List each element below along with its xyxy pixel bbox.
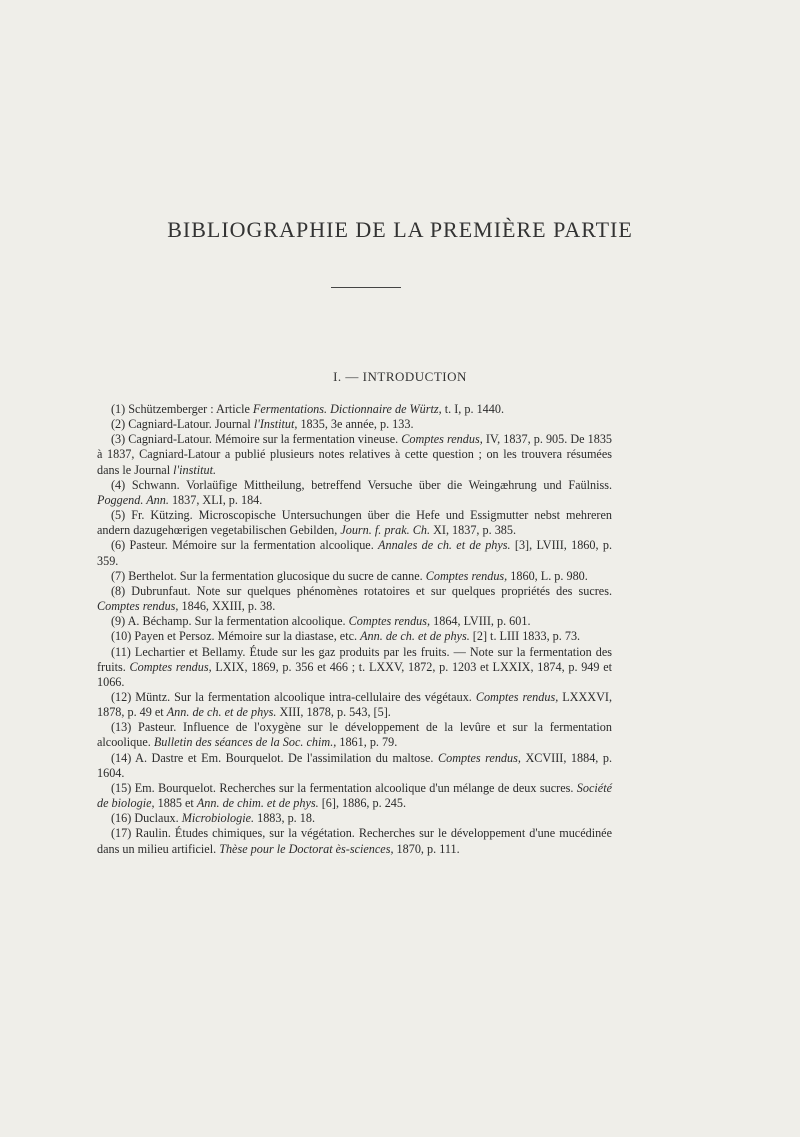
entry-text: (8) Dubrunfaut. Note sur quelques phénomènes rotatoires et sur quelques propriétés des sucres. [111,583,612,598]
entry-text: LXIX, 1869, p. 356 et 466 ; t. LXXV, 1872, p. 1203 et LXXIX, 1874, p. 949 et 1066. [97,659,612,689]
bibliography-entry [97,811,612,826]
bibliography-entry [97,508,612,538]
entry-italic-text: Thèse pour le Doctorat ès-sciences, [219,841,394,856]
entry-text: (3) Cagniard-Latour. Mémoire sur la fermentation vineuse. [111,432,402,447]
entry-text: (1) Schützemberger : Article [111,402,253,416]
entry-text: (16) Duclaux. [111,811,182,826]
bibliography-entry [97,629,612,644]
entry-text: IV, 1837, p. 905. De 1835 à 1837, Cagniard-Latour a publié plusieurs notes relatives à cette question ; on les trouvera résumées dans le Journal [97,432,613,477]
entry-text: 1883, p. 18. [254,811,315,826]
entry-italic-text: Microbiologie. [181,811,255,826]
entry-italic-text: Comptes rendus, [97,599,179,614]
entry-italic-text: Comptes rendus, [437,750,521,765]
entry-italic-text: Comptes rendus, [129,659,212,674]
entry-text: LXXXVI, 1878, p. 49 et [97,689,612,720]
entry-italic-text: Journ. f. prak. Ch. [340,523,431,538]
entry-italic-text: Ann. de chim. et de phys. [196,796,319,811]
entry-italic-text: Comptes rendus, [475,689,559,704]
entry-text: (5) Fr. Kützing. Microscopische Untersuchungen über die Hefe und Essigmutter nebst mehreren andern dazugehœrigen vegetabilischen Gebilden, [97,508,612,538]
entry-text: [6], 1886, p. 245. [318,796,407,811]
entry-text: 1835, 3e année, p. 133. [297,417,414,432]
entry-italic-text: Ann. de ch. et de phys. [166,705,277,720]
entry-italic-text: Annales de ch. et de phys. [378,538,511,553]
bibliography-entry [97,417,612,432]
bibliography-entry [97,690,612,720]
entry-text: (2) Cagniard-Latour. Journal [111,417,254,432]
entry-text: 1861, p. 79. [336,735,398,750]
entry-text: 1846, XXIII, p. 38. [178,599,276,614]
bibliography-entry [97,538,612,568]
entry-text: [3], LVIII, 1860, p. 359. [97,538,612,568]
title-divider [331,287,401,288]
bibliography-entry [97,720,612,750]
entry-text: (11) Lechartier et Bellamy. Étude sur les gaz produits par les fruits. — Note sur la fermentation des fruits. [97,644,612,674]
entry-text: 1864, LVIII, p. 601. [430,614,531,629]
entry-text: (6) Pasteur. Mémoire sur la fermentation alcoolique. [111,538,379,553]
entry-italic-text: Comptes rendus, [348,614,431,629]
bibliography-entry [97,751,612,781]
bibliography-entry [97,402,612,417]
entry-text: (9) A. Béchamp. Sur la fermentation alcoolique. [111,614,349,629]
page-title: BIBLIOGRAPHIE DE LA PREMIÈRE PARTIE [167,217,633,242]
entry-italic-text: Comptes rendus, [401,432,483,447]
entry-text: 1870, p. 111. [393,841,460,856]
entry-text: (13) Pasteur. Influence de l'oxygène sur le développement de la levûre et sur la fermentation alcoolique. [97,720,612,750]
entry-italic-text: Bulletin des séances de la Soc. chim., [153,735,337,750]
entry-text: XCVIII, 1884, p. 1604. [97,750,612,780]
section-heading: I. — INTRODUCTION [333,369,467,384]
bibliography-list [97,402,612,857]
bibliography-entry [97,432,612,477]
entry-italic-text: l'institut. [173,462,217,477]
entry-italic-text: Fermentations. Dictionnaire de Würtz, [252,402,442,416]
bibliography-entry [97,614,612,629]
entry-italic-text: Société de biologie, [97,780,612,811]
entry-text: (17) Raulin. Études chimiques, sur la végétation. Recherches sur le développement d'une mucédinée dans un milieu artificiel. [97,826,612,856]
bibliography-entry [97,569,612,584]
entry-italic-text: Ann. de ch. et de phys. [360,629,470,644]
entry-text: (10) Payen et Persoz. Mémoire sur la diastase, etc. [111,629,361,644]
entry-text: (4) Schwann. Vorlaüfige Mittheilung, betreffend Versuche über die Weingæhrung und Faülniss. [111,477,612,492]
entry-text: (15) Em. Bourquelot. Recherches sur la fermentation alcoolique d'un mélange de deux sucres. [111,780,577,795]
entry-text: t. I, p. 1440. [441,402,504,416]
bibliography-entry [97,584,612,614]
entry-text: 1885 et [154,796,197,811]
bibliography-entry [97,478,612,508]
entry-italic-text: l'Institut, [253,417,298,432]
entry-text: 1837, XLI, p. 184. [168,492,263,507]
bibliography-entry [97,826,612,856]
entry-text: XIII, 1878, p. 543, [5]. [276,705,391,720]
entry-italic-text: Poggend. Ann. [97,492,169,507]
entry-text: XI, 1837, p. 385. [430,523,517,538]
entry-italic-text: Comptes rendus, [425,568,508,583]
entry-text: (14) A. Dastre et Em. Bourquelot. De l'assimilation du maltose. [111,750,438,765]
bibliography-entry [97,645,612,690]
entry-text: 1860, L. p. 980. [507,568,588,583]
entry-text: (7) Berthelot. Sur la fermentation glucosique du sucre de canne. [111,568,426,583]
entry-text: [2] t. LIII 1833, p. 73. [469,629,581,644]
bibliography-entry [97,781,612,811]
entry-text: (12) Müntz. Sur la fermentation alcoolique intra-cellulaire des végétaux. [111,689,476,704]
